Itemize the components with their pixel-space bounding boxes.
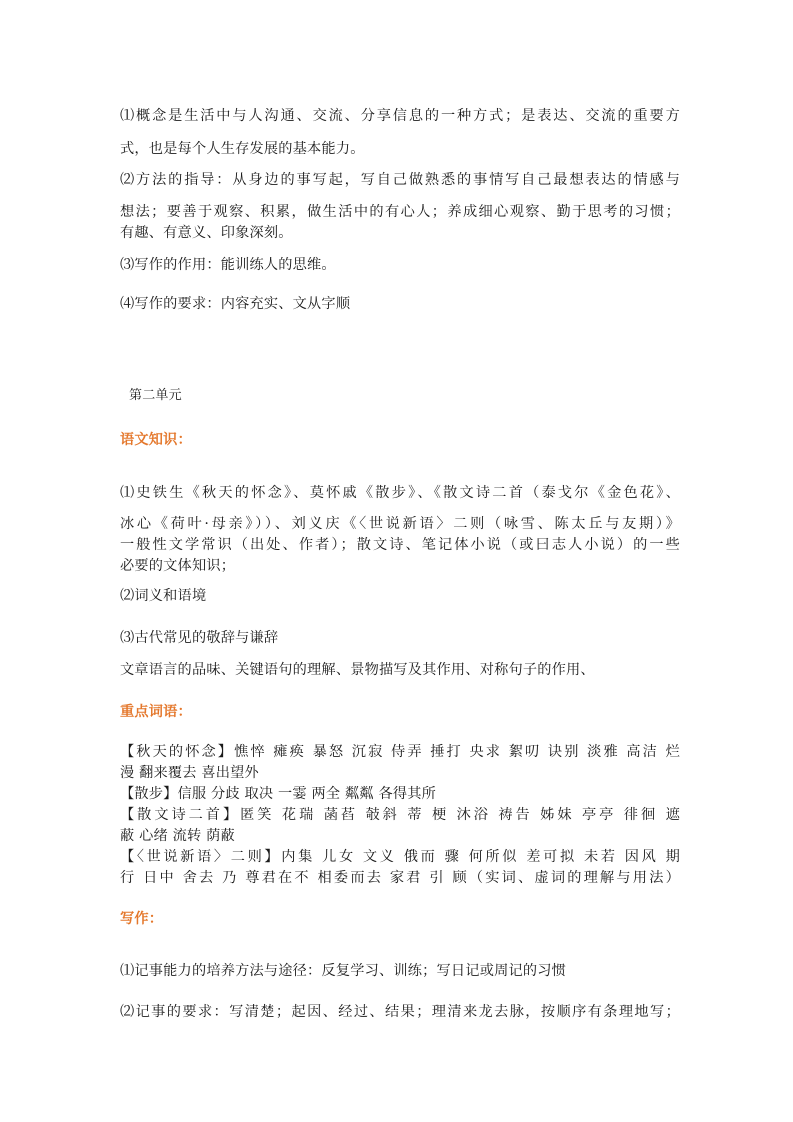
text-line: ⑴概念是生活中与人沟通、交流、分享信息的一种方式；是表达、交流的重要方: [120, 108, 680, 124]
text-line: 有趣、有意义、印象深刻。: [120, 225, 293, 241]
text-line: 一般性文学常识（出处、作者）；散文诗、笔记体小说（或曰志人小说）的一些: [120, 537, 680, 553]
section-heading: 重点词语：: [120, 704, 192, 720]
text-line: 冰心《荷叶·母亲》））、刘义庆《〈世说新语〉二则（咏雪、陈太丘与友期）》: [120, 516, 680, 532]
text-line: ⑶写作的作用：能训练人的思维。: [120, 257, 336, 273]
text-line: 【散步】信服 分歧 取决 一霎 两全 粼粼 各得其所: [120, 786, 437, 802]
text-line: 蔽 心绪 流转 荫蔽: [120, 828, 235, 844]
text-line: ⑶古代常见的敬辞与谦辞: [120, 630, 279, 646]
text-line: 【〈世说新语〉二则】内集 儿女 文义 俄而 骤 何所似 差可拟 未若 因风 期: [120, 849, 680, 865]
text-line: ⑴史铁生《秋天的怀念》、莫怀戚《散步》、《散文诗二首（泰戈尔《金色花》、: [120, 485, 680, 501]
text-line: ⑵方法的指导：从身边的事写起，写自己做熟悉的事情写自己最想表达的情感与: [120, 172, 680, 188]
text-line: 漫 翻来覆去 喜出望外: [120, 765, 259, 781]
text-line: 【秋天的怀念】憔悴 瘫痪 暴怒 沉寂 侍弄 捶打 央求 絮叨 诀别 淡雅 高洁 烂: [120, 744, 680, 760]
text-line: ⑵记事的要求：写清楚；起因、经过、结果；理清来龙去脉，按顺序有条理地写；: [120, 1004, 680, 1020]
text-line: ⑷写作的要求：内容充实、文从字顺: [120, 296, 351, 312]
text-line: 想法；要善于观察、积累，做生活中的有心人；养成细心观察、勤于思考的习惯；: [120, 204, 680, 220]
text-line: 式，也是每个人生存发展的基本能力。: [120, 141, 365, 157]
text-line: 文章语言的品味、关键语句的理解、景物描写及其作用、对称句子的作用、: [120, 662, 595, 678]
text-line: ⑵词义和语境: [120, 588, 207, 604]
section-heading: 语文知识：: [120, 432, 192, 448]
text-line: 行 日中 舍去 乃 尊君在不 相委而去 家君 引 顾（实词、虚词的理解与用法）: [120, 870, 680, 886]
text-line: 必要的文体知识；: [120, 558, 236, 574]
section-heading: 写作：: [120, 911, 164, 927]
text-line: ⑴记事能力的培养方法与途径：反复学习、训练；写日记或周记的习惯: [120, 963, 567, 979]
section-title: 第二单元: [129, 388, 182, 403]
text-line: 【散文诗二首】匿笑 花瑞 菡萏 攲斜 蒂 梗 沐浴 祷告 姊妹 亭亭 徘徊 遮: [120, 807, 680, 823]
